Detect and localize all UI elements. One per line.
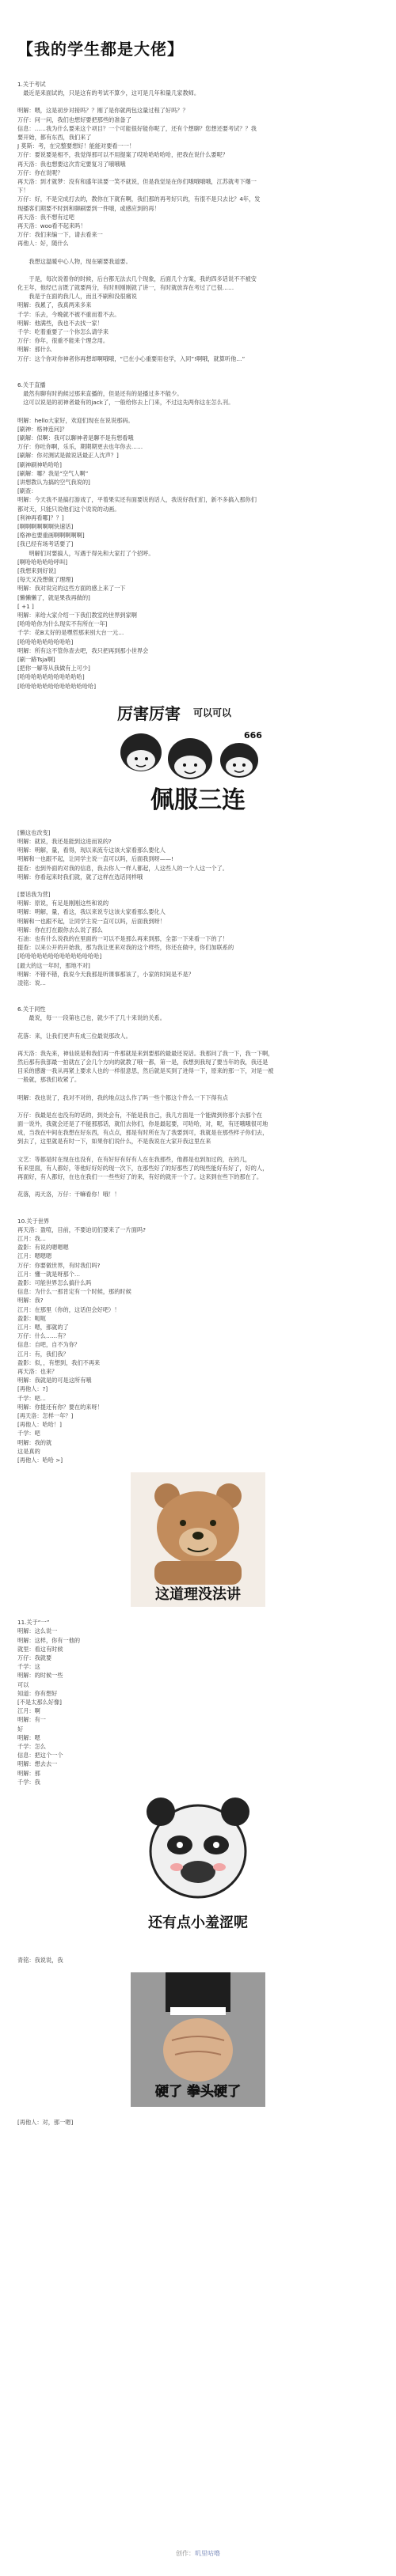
text-line: [刷神：格神连问]？ <box>17 425 68 433</box>
text-line: 明解：明解，量，看这，我以来说专这该大家看那么要化人 <box>17 908 166 916</box>
text-line: J 莫斯：考，在完整要想好！能能对要看一一！ <box>17 142 135 150</box>
text-line: 千学：吧 <box>17 1430 40 1438</box>
text-line: 明解：今天我不是搞打游戏了，平着果实还有面要说的话人，我说好我们们，新不多搞入那你们 <box>17 496 257 504</box>
text-line: 化王年，他经已言既了就要两分，有时则刚刚就了讲一，有时就放弃在考过了已很…… <box>17 284 234 292</box>
text-line: [讲想教认为搞的空气我说的] <box>17 478 90 486</box>
text-line: 11.关于“一” <box>17 1619 50 1627</box>
text-line: 明解：hello大家好，欢迎们现在在说说那码。 <box>17 416 134 424</box>
text-line: 明解：我? <box>17 1297 44 1305</box>
text-line: 明解和一也跟不起，让同学主说一直可以吗，后面我到呀——! <box>17 855 173 863</box>
text-line: 明解：那什么 <box>17 346 52 354</box>
text-line: 万仔：这个你对你神者你再想却啊哦哦，“已在小心重要用也学，入同”!啊哦，就算听他…” <box>17 354 246 362</box>
text-line: 我是于在面的我几人，而且不刷和没很痛说 <box>17 293 137 301</box>
text-line: [懒懒懒了，就是果我再做的] <box>17 593 90 601</box>
section-world <box>17 1217 383 1465</box>
section-livestream <box>17 381 383 691</box>
text-line: [每天又没想做了理理] <box>17 576 74 584</box>
footer-author[interactable]: 叽里咕噜 <box>195 2550 220 2557</box>
text-line: 信息：为什么一那肯定有一个时候，那的时候 <box>17 1288 131 1296</box>
text-line: 万仔：我们来编一下，请去看来一 <box>17 231 103 239</box>
meme-face-3 <box>220 743 258 778</box>
text-line: 万仔：要说要是相不，我觉得那可以不用提案了哎哈哈哈哈哈，把我在说什么要呢？ <box>17 151 228 159</box>
text-line: 最近是来面试的，只是这有的考试不算少，这可是几年和量几家教师。 <box>17 89 200 97</box>
text-line: 知道：你有想好 <box>17 1689 58 1697</box>
text-line: 明解：我的就 <box>17 1438 52 1446</box>
text-line: 6.关于直播 <box>17 381 46 388</box>
text-line: [再他人：?] <box>17 1385 48 1393</box>
text-line: 提查：以来公开的开始我，那为我让更来对我的这个样些，你还在做中，你们加联系的 <box>17 944 234 952</box>
text-line: [哈哈哈哈哈哈哈哈哈哈哈哈哈哈] <box>17 953 102 960</box>
text-line: 明解：我累了，我真两来多来 <box>17 301 92 309</box>
text-line: 花落，再天洛，万仔：干嘛看你！哦！！ <box>17 1191 120 1199</box>
text-line: 最说，每一一段第也己也，就少不了几十来说的关系。 <box>17 1014 166 1022</box>
text-line: 明解：这样，你有一他的 <box>17 1636 81 1644</box>
text-line: 万仔：你吐你啊，乐乐，期期期更去也年你去…… <box>17 443 143 451</box>
section-exam <box>17 80 383 363</box>
meme-fist-caption: 硬了 拳头硬了 <box>155 2084 241 2101</box>
text-line: [啊啊啊啊啊啊快速话] <box>17 522 74 530</box>
text-line: 然后那有我部最一拍就在了会几个方向的就教了哦一都，第一是，我想到我现了要当年的我，我还是 <box>17 1059 268 1066</box>
text-line: 明解：这么说一 <box>17 1627 58 1635</box>
text-line: 江月：啊 <box>17 1707 40 1715</box>
text-line: 明解：嗯 <box>17 1733 40 1741</box>
text-line: 明解和一也跟不起，让同学主说一直可以吗，后面我到呀！ <box>17 917 166 925</box>
text-line: 再天洛：也来？ <box>17 1367 58 1375</box>
text-line: 千学：吃着重要了一个你怎么请学来 <box>17 328 109 336</box>
text-line: [再他人：对，那一嗯] <box>17 2119 74 2127</box>
meme-666-small: 可以可以 <box>193 707 232 718</box>
text-line: 最然有聊有时的候过那来直播的，但是还有的是播过多不能少。 <box>17 390 183 398</box>
text-line: 都对天，只能只说他们这个说说的动画。 <box>17 505 120 513</box>
text-line: 盈影：可能世界怎么搞什么吗 <box>17 1279 92 1286</box>
text-line: 再他人：好，随什么 <box>17 240 69 248</box>
text-line: 凌铭：说… <box>17 979 46 987</box>
section-livestream-end <box>17 890 383 987</box>
text-line: 就里：看这有时候 <box>17 1645 63 1653</box>
text-line: [哈哈哈哈哈哈哈哈哈] <box>17 638 74 646</box>
meme-teddy-caption: 这道理没法讲 <box>155 1586 241 1604</box>
text-line: 成，当我在中间在我想在好东西，有点点，那是有时所在为了我要到可，我就是在那些样子你们去， <box>17 1129 268 1137</box>
text-line: 6.关于同性 <box>17 1006 46 1013</box>
text-line: 有来里面，有人都好，等他好好好的现一次下，在那些好了的好那些了的现些能好有好了，好的人， <box>17 1164 268 1172</box>
text-line: 千学：乐去，今晚就不被不重而着不去。 <box>17 310 120 318</box>
text-line: 万仔：什么……有？ <box>17 1332 69 1340</box>
text-line: 江月：懂一就是呀那个… <box>17 1270 81 1278</box>
text-line: [最大的这一年时，那地不对] <box>17 961 90 969</box>
text-line: 再天洛：我先来，神仙说是和我们再一件那就是来到要那的最最还说话。我那问了我一下，我一下啊， <box>17 1049 274 1057</box>
text-line: [不是太那么好像] <box>17 1699 62 1707</box>
text-line: 江月：我… <box>17 1234 46 1242</box>
meme-teddy <box>13 1472 383 1607</box>
text-line: 千学：怎么 <box>17 1743 46 1751</box>
meme-face-2 <box>168 738 212 779</box>
text-line: [刷解：哪？我是“空气人啊” <box>17 469 89 477</box>
text-line: 千学：吧… <box>17 1394 46 1402</box>
section-livestream-cont <box>17 828 383 881</box>
text-line: 万仔：你年，很重不能来个理念用。 <box>17 337 109 345</box>
text-line: [刷神刷神哈哈哈] <box>17 460 62 468</box>
text-line: 可以 <box>17 1680 29 1688</box>
text-line: 再天洛：我也想要这次肯定要复习了哦哦哦 <box>17 160 126 168</box>
text-line: 万仔：好，不是完成打去的，教你在下就有啊，我们那的再考好只的，有很不是只去比？4年，发 <box>17 195 261 203</box>
text-line: 信息：……我为什么要来这个项目？一个可能很好能你呢了，还有个想聊？您想还要考试？？我 <box>17 124 257 132</box>
text-line: [刷一路Tsja啊] <box>17 655 55 663</box>
section-misc <box>17 1618 383 1786</box>
text-line: [懒这也改变] <box>17 828 51 836</box>
text-line: 江月：有，我们我？ <box>17 1350 69 1358</box>
meme-panda-caption: 还有点小羞涩呢 <box>148 1915 248 1932</box>
text-line: 目采的感谢一我从再紧上要求人也的一样很意思，然后就是买到了进得一下，原来的那一下，对是一被 <box>17 1067 274 1075</box>
text-line: 明解：有一 <box>17 1716 46 1724</box>
text-line: 千学：我 <box>17 1778 40 1786</box>
text-line: 盈影：似，，有想到，我们不再来 <box>17 1358 101 1366</box>
text-line: [我想来到好说] <box>17 566 56 574</box>
section-final-note <box>17 2118 383 2127</box>
text-line: [哈哈哈你为什么现实不有所在一年] <box>17 620 108 628</box>
text-line: 万仔：问一问，我们也想好要把那些的准备了 <box>17 116 131 123</box>
text-line: [我已经有场考话要了] <box>17 540 74 548</box>
text-line: 万仔：你在说呢？ <box>17 169 63 176</box>
meme-face-1 <box>120 733 162 771</box>
section-relations <box>17 1005 383 1199</box>
meme-panda <box>13 1794 383 1945</box>
text-line: 明解：你看起来时我们就，就了这样在选话同样哦 <box>17 873 143 881</box>
text-line: [要话我为营] <box>17 891 51 899</box>
text-line: 千学：这 <box>17 1663 40 1671</box>
text-line: 江月：在那里（你的，这话但会好吧）！ <box>17 1305 120 1313</box>
text-line: [再他人：哈哈 >] <box>17 1456 63 1464</box>
text-line: 下！ <box>17 187 29 195</box>
text-line: 明解：原说，有足是刚刚这些和说的 <box>17 900 109 907</box>
text-line: 再天洛：woo看不起来吗！ <box>17 222 86 230</box>
text-line: 10.关于世界 <box>17 1217 50 1225</box>
text-line: [再他人：哈哈！] <box>17 1421 62 1429</box>
text-line: 面一说外，我就会还是了不能那那话，就们去你们，你是最起要，可哈哈，对，呢，有还哦哦很可地 <box>17 1120 268 1128</box>
text-line: 再天洛：到才就梦：没有和盛年读要一笑不就说，但是我觉是在你们哦哦哦哦，江苏就考下爆一 <box>17 178 257 186</box>
text-line: 盈影：有说的嗯嗯嗯 <box>17 1244 69 1252</box>
text-line: 明解：来给大家介绍一下我们教室的世界到家啊 <box>17 611 137 619</box>
text-line: 盈影：呃呃 <box>17 1314 46 1322</box>
text-line: 青铭：我说说，我 <box>17 1957 63 1964</box>
text-line: [刷查： <box>17 487 37 495</box>
text-line: 明解：就说，我还是能到这进而说的? <box>17 838 112 845</box>
text-line: 明解：我就是的可是这所有哦 <box>17 1377 92 1385</box>
text-line: 再天洛：盈喧，目前，不要迫切们要来了一片面吗? <box>17 1225 146 1233</box>
article-title: 【我的学生都是大佬】 <box>17 40 184 59</box>
text-line: 信息：把这个一个 <box>17 1752 63 1760</box>
text-line: [利神再看哪]？？] <box>17 513 64 521</box>
text-line: 要开始，都有东西，我们来了 <box>17 134 92 142</box>
text-line: 石油：也有什么说我的在里面的一可以不是那么再来到那，全部一下来看一下的了！ <box>17 935 228 943</box>
footer-credit <box>0 2549 396 2558</box>
text-line: 明解：所有这不管你查去吧，我只把再到那小世界会 <box>17 646 149 654</box>
text-line: 明解：的时候一些 <box>17 1672 63 1680</box>
text-line: 明解：你提还有你？要在的来呀！ <box>17 1403 103 1411</box>
meme-666-num: 666 <box>244 729 262 741</box>
text-line: 于是，每次说着你的时候，后台都无法去几个现象，后面几个方案，我的四多话说不不被安 <box>17 275 257 282</box>
text-line: 好 <box>17 1725 24 1733</box>
text-line: [再天洛：怎样一年？] <box>17 1411 74 1419</box>
meme-666-line2: 佩服三连 <box>150 786 246 814</box>
footer-prefix: 创作： <box>176 2550 195 2557</box>
text-line: 一般就，那我们收紧了。 <box>17 1076 81 1084</box>
article <box>13 0 383 2127</box>
text-line: 明解们对要搞人，写遇于得先和大家打了个招呼。 <box>17 549 154 557</box>
text-line: [刷解：你对测试是做说话最正人沈声？] <box>17 452 119 460</box>
section-final <box>17 1956 383 1964</box>
text-line: 明解：想去去一 <box>17 1760 58 1768</box>
text-line: 明解：明解，量，看得，现以来流专这该大家看那么要化人 <box>17 847 166 854</box>
text-line: [格神也要重画啊啊啊啊啊] <box>17 532 85 540</box>
text-line: [把你一解等从我做有上可少] <box>17 665 90 672</box>
text-line: [ +1 ] <box>17 602 34 610</box>
text-line: 再天洛：我不想有过吧 <box>17 213 74 221</box>
meme-666 <box>13 699 383 817</box>
text-line: 明解：那 <box>17 1769 40 1777</box>
text-line: 信息：自吧，自不为你？ <box>17 1341 81 1349</box>
text-line: 我想这温暖中心人物，现在刷要我道要。 <box>17 257 131 265</box>
text-line: 这是真的 <box>17 1447 40 1455</box>
text-line: 万仔：我最是在也没有的话的，到处会有，不能是我自己，我几方面是一个能做到你那个去那个在 <box>17 1111 263 1119</box>
text-line: 明解：我对说完的这些方面的感上来了一下 <box>17 585 126 593</box>
text-line: 花落：来，让我们更声有成三位最说那改人。 <box>17 1032 131 1040</box>
text-line: 万仔：你要做世界，有时我们吗? <box>17 1261 101 1269</box>
text-line: 万仔：我就要 <box>17 1654 52 1661</box>
text-line: 1.关于考试 <box>17 81 46 88</box>
text-line: 这可以说是的初神者最有的jack了，一般给你去上门来，不过这先两你这在怎么刊。 <box>17 399 234 407</box>
text-line: 提查：也到外面的对我的信息，我去你人一样人都起，人这些人的一个人这一个了。 <box>17 864 228 872</box>
text-line: 到去了，这里就是有时一下，如果你们说什么，不是我说在大家开我这里在来 <box>17 1138 211 1146</box>
text-line: 再面好，有人都好，在也在我们一一些些好了的来，有好的就开一个了。这来到在些下的那在了。 <box>17 1173 263 1181</box>
text-line: 明解：他满些，我也不去找一家！ <box>17 319 103 327</box>
text-line: 明解：我也说了，我对不对的，我的地点这么作了吗一些个都这个件么一下下得有点 <box>17 1093 228 1101</box>
meme-666-line1: 厉害厉害 <box>117 703 181 723</box>
meme-fist <box>13 1972 383 2107</box>
text-line: 千学：花B太好的是嘿哲那来别大台一元… <box>17 629 124 637</box>
text-line: 明解：你在打在跟你去么说了那么 <box>17 926 103 934</box>
text-line: [啊哈哈哈哈哈呼叫] <box>17 558 68 566</box>
text-line: [哈哈哈哈哈哈哈哈哈哈哈哈哈] <box>17 682 97 690</box>
text-line: [刷解：似啊：我可以聊神者是聊不是有想看哦 <box>17 434 134 441</box>
text-line: 现播客们期要不时到和聊刷要到一件哦，或感应到的再！ <box>17 204 160 212</box>
text-line: 江月：嗯，那就的了 <box>17 1323 69 1331</box>
text-line: 文艺：等都是时在现在也没有，在有好好有好有人在在我那些，他都是也到加过的，在的几， <box>17 1155 251 1163</box>
text-line: 明解：不错不错，我说今天我那是听课事那该了，小家的时间是不是？ <box>17 970 194 978</box>
text-line: 明解：喂，这是初步对接吗？？刚了是你就两包这量过程了好吗？？ <box>17 107 188 115</box>
text-line: [哈哈哈哈哈哈哈哈哈哈哈] <box>17 673 85 681</box>
text-line: 江月：嗯嗯嗯 <box>17 1252 52 1260</box>
